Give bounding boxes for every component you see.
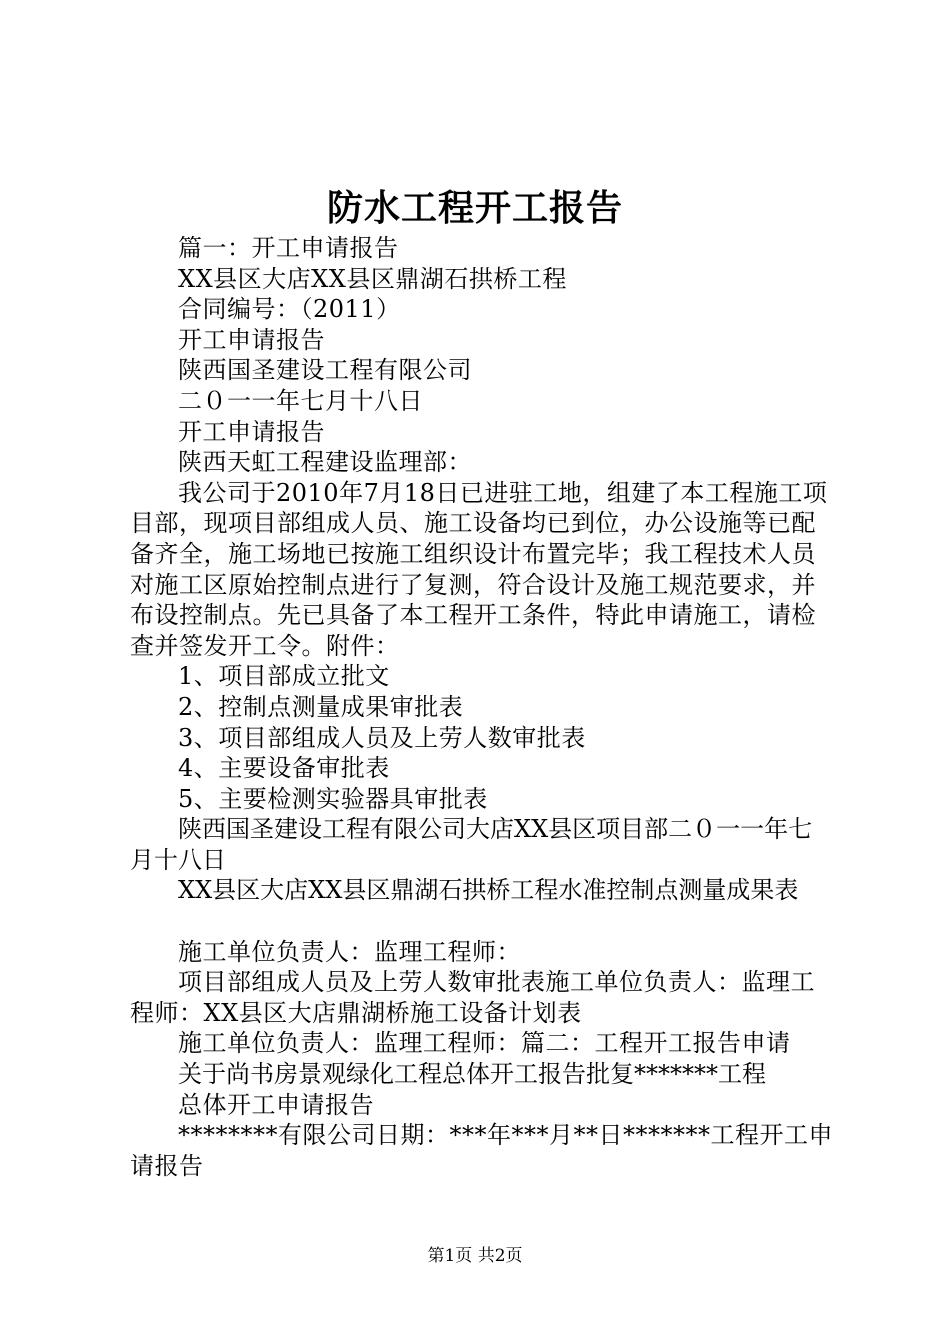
addressee: 陕西天虹工程建设监理部：: [178, 448, 472, 477]
document-title: 防水工程开工报告: [326, 187, 623, 229]
company-date-line: ********有限公司日期：***年***月**日*******工程开工申请报告: [130, 1121, 833, 1180]
signatories-line-2: 项目部组成人员及上劳人数审批表施工单位负责人：监理工程师：XX县区大店鼎湖桥施工设备计划表: [130, 968, 815, 1027]
attachment-item-4: 4、主要设备审批表: [178, 754, 390, 783]
signature-line: 陕西国圣建设工程有限公司大店XX县区项目部二０一一年七月十八日: [130, 815, 813, 874]
report-date: 二０一一年七月十八日: [178, 386, 423, 415]
section-heading-1: 篇一：开工申请报告: [178, 234, 399, 262]
report-label-2: 开工申请报告: [178, 417, 325, 446]
attachment-item-5: 5、主要检测实验器具审批表: [178, 784, 488, 813]
main-paragraph: 我公司于2010年7月18日已进驻工地，组建了本工程施工项目部，现项目部组成人员、施工设备均已到位，办公设施等已配备齐全，施工场地已按施工组织设计布置完毕；我工程技术人员对施工区原始控制点进行了复测，符合设计及施工规范要求，并布设控制点。先已具备了本工程开工条件，特此申请施工，请检查并签发开工令。附件：: [130, 478, 828, 660]
signatories-line-3: 施工单位负责人：监理工程师：篇二：工程开工报告申请: [178, 1029, 791, 1058]
page-footer: 第1页 共2页: [427, 1246, 523, 1266]
table-title: XX县区大店XX县区鼎湖石拱桥工程水准控制点测量成果表: [178, 876, 799, 905]
attachment-item-1: 1、项目部成立批文: [178, 662, 390, 691]
company-name: 陕西国圣建设工程有限公司: [178, 356, 472, 385]
attachment-item-2: 2、控制点测量成果审批表: [178, 692, 464, 721]
attachment-item-3: 3、项目部组成人员及上劳人数审批表: [178, 723, 586, 752]
approval-reply: 关于尚书房景观绿化工程总体开工报告批复*******工程: [178, 1060, 766, 1089]
document-body: [130, 233, 835, 1181]
signatories-line-1: 施工单位负责人：监理工程师：: [178, 937, 521, 966]
blank-line: [130, 906, 835, 937]
contract-number: 合同编号：（2011）: [178, 295, 401, 324]
project-name: XX县区大店XX县区鼎湖石拱桥工程: [178, 264, 567, 293]
overall-application: 总体开工申请报告: [178, 1090, 374, 1119]
report-label: 开工申请报告: [178, 325, 325, 354]
